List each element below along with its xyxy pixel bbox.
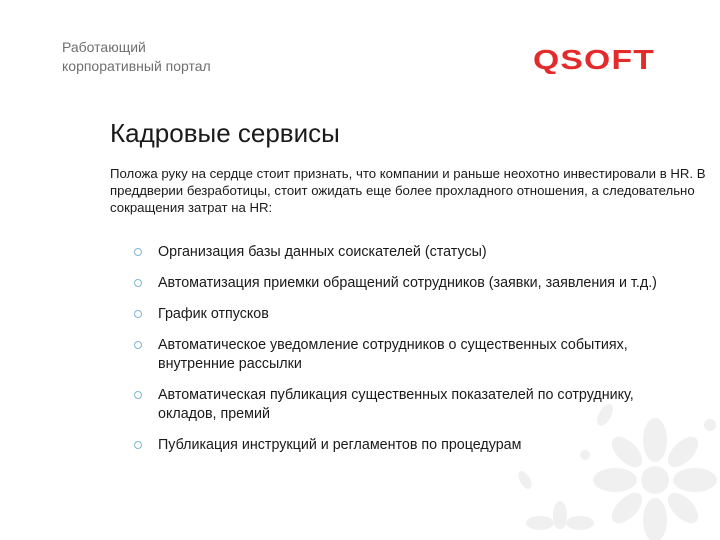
- bullet-marker-icon: [134, 310, 142, 318]
- bullet-marker-icon: [134, 391, 142, 399]
- logo-text: QSOFT: [533, 44, 655, 74]
- floral-decoration-icon: [505, 395, 720, 540]
- list-item-text: Автоматическое уведомление сотрудников о существенных событиях, внутренние рассылки: [158, 337, 628, 372]
- bullet-marker-icon: [134, 441, 142, 449]
- list-item: [134, 305, 694, 324]
- list-item: [134, 336, 694, 374]
- list-item-text: Автоматизация приемки обращений сотрудников (заявки, заявления и т.д.): [158, 275, 657, 291]
- tagline: [62, 38, 211, 76]
- list-item-text: Публикация инструкций и регламентов по процедурам: [158, 437, 522, 453]
- list-item: [134, 274, 694, 293]
- intro-paragraph: Положа руку на сердце стоит признать, что компании и раньше неохотно инвестировали в HR. В преддверии безработицы, стоит ожидать еще более прохладного отношения, а следовательно сокращения затрат на HR:: [110, 166, 706, 215]
- list-item-text: Автоматическая публикация существенных показателей по сотруднику, окладов, премий: [158, 387, 634, 422]
- slide-title: Кадровые сервисы: [110, 118, 340, 148]
- bullet-marker-icon: [134, 341, 142, 349]
- tagline-line-1: Работающий: [62, 39, 146, 55]
- bullet-marker-icon: [134, 248, 142, 256]
- list-item-text: Организация базы данных соискателей (статусы): [158, 244, 487, 260]
- list-item-text: График отпусков: [158, 306, 269, 322]
- bullet-marker-icon: [134, 279, 142, 287]
- tagline-line-2: корпоративный портал: [62, 58, 211, 74]
- qsoft-logo: [533, 44, 657, 74]
- list-item: [134, 243, 694, 262]
